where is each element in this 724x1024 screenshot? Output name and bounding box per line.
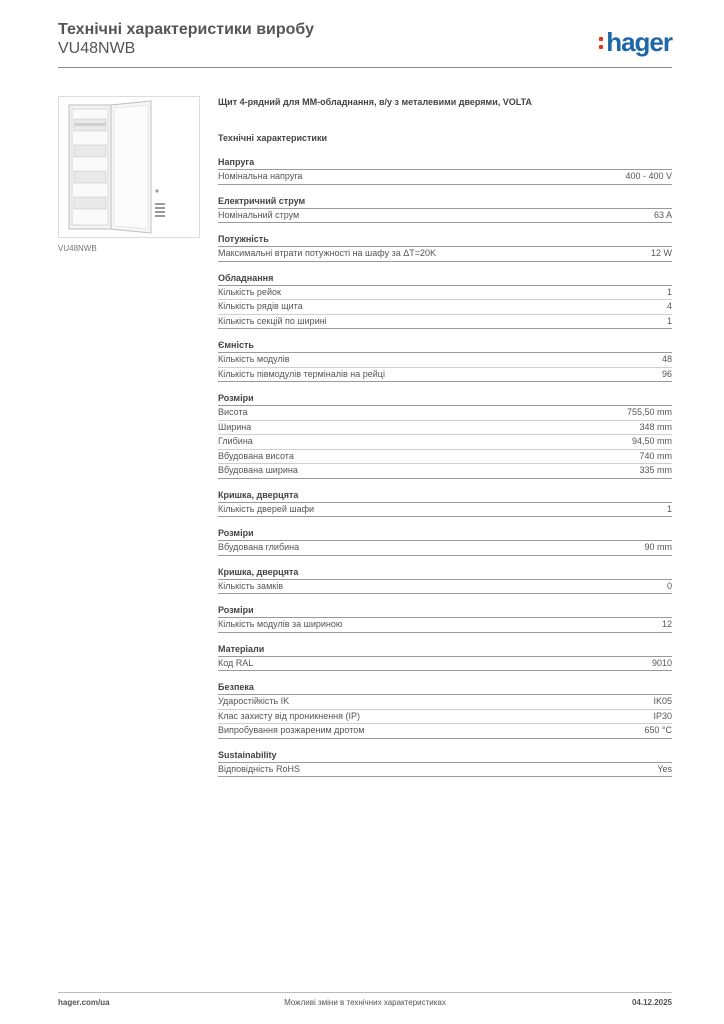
tech-heading: Технічні характеристики (218, 133, 327, 143)
logo-dots-icon (599, 34, 605, 52)
product-code: VU48NWB (58, 40, 136, 57)
spec-group-title: Потужність (218, 233, 672, 247)
spec-row (218, 315, 672, 330)
spec-label: Номінальний струм (218, 209, 300, 220)
spec-label: Кількість рядів щита (218, 301, 303, 311)
product-image (58, 96, 200, 238)
spec-group-title: Ємність (218, 339, 672, 353)
spec-group-title: Електричний струм (218, 195, 672, 209)
spec-row (218, 710, 672, 725)
spec-row (218, 300, 672, 315)
spec-row (218, 503, 672, 518)
spec-label: Відповідність RoHS (218, 763, 300, 774)
spec-value: 1 (666, 503, 672, 514)
spec-group (218, 643, 672, 672)
spec-value: 348 mm (639, 421, 672, 432)
spec-group-title: Кришка, дверцята (218, 489, 672, 503)
spec-label: Вбудована ширина (218, 465, 298, 475)
footer-divider (58, 992, 672, 993)
spec-group-title: Кришка, дверцята (218, 566, 672, 580)
distribution-board-icon (59, 97, 199, 237)
spec-group-title: Розміри (218, 392, 672, 406)
spec-value: 400 - 400 V (625, 171, 672, 181)
spec-label: Глибина (218, 436, 253, 446)
spec-group-title: Розміри (218, 604, 672, 618)
spec-row (218, 695, 672, 710)
spec-row (218, 724, 672, 739)
spec-label: Кількість секцій по ширині (218, 315, 327, 326)
spec-row (218, 421, 672, 436)
spec-label: Код RAL (218, 657, 254, 668)
page-title: Технічні характеристики виробу (58, 21, 314, 38)
spec-row (218, 247, 672, 262)
spec-content (218, 96, 672, 787)
spec-group (218, 272, 672, 330)
footer-website[interactable]: hager.com/ua (58, 998, 110, 1007)
spec-group-title: Матеріали (218, 643, 672, 657)
spec-row (218, 464, 672, 479)
spec-value: 650 °C (644, 725, 672, 735)
spec-value: 96 (661, 368, 672, 379)
spec-group (218, 195, 672, 224)
spec-label: Кількість модулів за шириною (218, 619, 343, 629)
spec-group (218, 749, 672, 778)
spec-label: Максимальні втрати потужності на шафу за ΔT=20K (218, 248, 436, 258)
spec-row (218, 406, 672, 421)
spec-group (218, 527, 672, 556)
spec-group-title: Розміри (218, 527, 672, 541)
spec-group-title: Безпека (218, 681, 672, 695)
spec-label: Випробування розжареним дротом (218, 725, 365, 735)
spec-value: 12 (661, 619, 672, 629)
spec-row (218, 450, 672, 465)
spec-row (218, 618, 672, 633)
spec-value: IP30 (653, 710, 672, 721)
spec-label: Кількість півмодулів терміналів на рейці (218, 368, 385, 379)
spec-label: Кількість замків (218, 580, 283, 591)
spec-label: Висота (218, 407, 248, 417)
spec-value: 90 mm (644, 542, 672, 552)
spec-value: 740 mm (639, 450, 672, 461)
spec-row (218, 286, 672, 301)
spec-label: Вбудована глибина (218, 542, 300, 552)
spec-value: 4 (666, 301, 672, 311)
spec-row (218, 435, 672, 450)
spec-row (218, 657, 672, 672)
spec-row (218, 368, 672, 383)
spec-row (218, 170, 672, 185)
spec-group (218, 233, 672, 262)
spec-row (218, 763, 672, 778)
spec-label: Номінальна напруга (218, 171, 303, 181)
spec-group (218, 604, 672, 633)
spec-row (218, 353, 672, 368)
spec-value: 335 mm (639, 465, 672, 475)
spec-group (218, 392, 672, 479)
page-header (58, 20, 672, 68)
spec-value: 1 (666, 286, 672, 297)
spec-label: Ударостійкість IK (218, 696, 290, 706)
spec-groups (218, 156, 672, 777)
spec-group (218, 156, 672, 185)
footer-date: 04.12.2025 (631, 998, 672, 1007)
spec-label: Кількість рейок (218, 286, 281, 297)
spec-row (218, 580, 672, 595)
product-description: Щит 4-рядний для ММ-обладнання, в/у з металевими дверями, VOLTA (218, 97, 532, 107)
spec-label: Кількість модулів (218, 354, 290, 364)
spec-row (218, 209, 672, 224)
spec-label: Кількість дверей шафи (218, 503, 315, 514)
spec-group-title: Обладнання (218, 272, 672, 286)
spec-value: 755,50 mm (626, 407, 672, 417)
header-divider (58, 67, 672, 68)
spec-value: 94,50 mm (631, 436, 672, 446)
spec-value: 1 (666, 315, 672, 326)
spec-group (218, 489, 672, 518)
spec-value: 63 A (653, 209, 672, 220)
hager-logo (599, 28, 672, 56)
spec-value: 48 (661, 354, 672, 364)
image-caption: VU48NWB (58, 244, 97, 253)
spec-label: Вбудована висота (218, 450, 294, 461)
logo-text: hager (606, 27, 672, 57)
spec-value: 0 (666, 580, 672, 591)
spec-group (218, 681, 672, 739)
spec-group (218, 566, 672, 595)
spec-value: 12 W (650, 248, 672, 258)
spec-label: Ширина (218, 421, 252, 432)
spec-value: IK05 (653, 696, 672, 706)
spec-value: Yes (657, 763, 672, 774)
spec-group-title: Sustainability (218, 749, 672, 763)
spec-value: 9010 (651, 657, 672, 668)
spec-group-title: Напруга (218, 156, 672, 170)
spec-label: Клас захисту від проникнення (IP) (218, 710, 361, 721)
footer-note: Можливі зміни в технічних характеристиках (284, 998, 446, 1007)
spec-group (218, 339, 672, 382)
spec-row (218, 541, 672, 556)
